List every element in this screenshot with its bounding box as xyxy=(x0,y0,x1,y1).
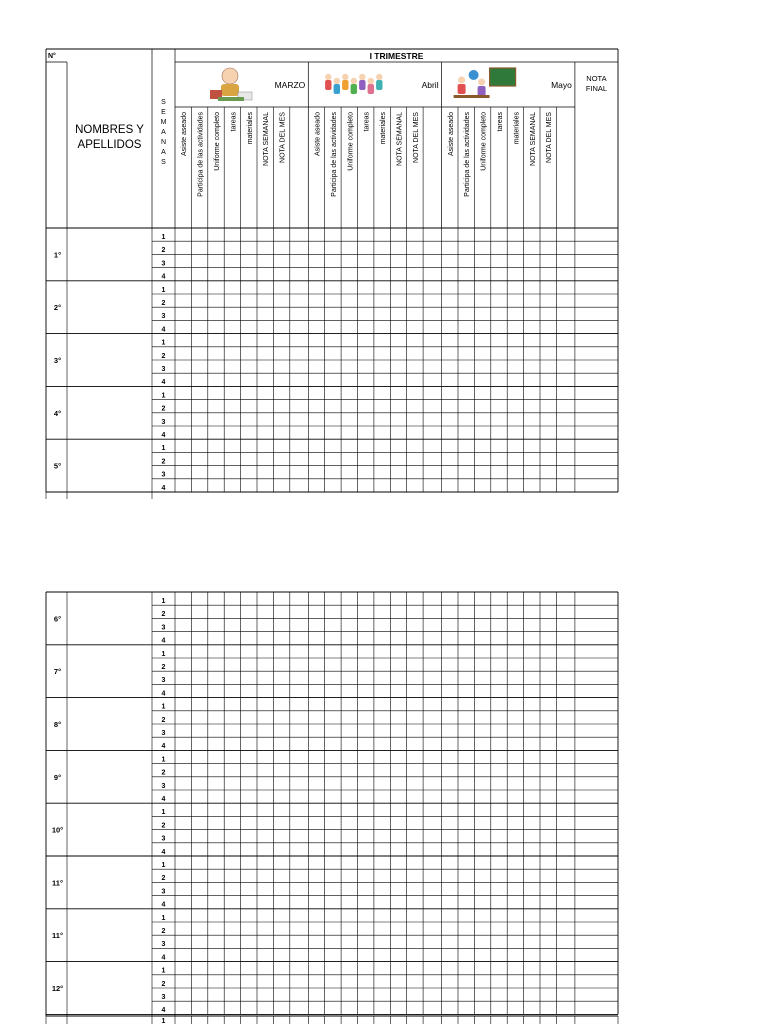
semanas-letter: S xyxy=(161,159,166,166)
week-number: 2 xyxy=(161,611,166,619)
week-number: 4 xyxy=(161,690,166,698)
week-number: 1 xyxy=(161,703,166,711)
week-number: 2 xyxy=(161,664,166,671)
week-number: 2 xyxy=(161,405,166,413)
week-number: 4 xyxy=(161,901,166,909)
week-number: 4 xyxy=(161,432,166,439)
names-header-line2: APELLIDOS xyxy=(77,139,142,151)
week-number: 4 xyxy=(161,273,166,281)
student-number: 9° xyxy=(53,772,62,782)
week-number: 3 xyxy=(161,730,166,737)
week-number: 3 xyxy=(161,260,166,268)
month-label: Mayo xyxy=(551,80,572,90)
week-number: 1 xyxy=(161,339,166,347)
month-label: MARZO xyxy=(274,80,306,90)
week-number: 2 xyxy=(161,716,166,724)
week-number: 4 xyxy=(161,1007,166,1015)
week-number: 2 xyxy=(161,875,166,883)
semanas-letter: N xyxy=(160,139,167,146)
student-number: 4° xyxy=(53,408,62,418)
week-number: 4 xyxy=(161,848,166,856)
criterion-label: NOTA DEL MES xyxy=(412,112,420,163)
week-number: 1 xyxy=(161,598,166,605)
children-group-icon xyxy=(325,74,382,94)
week-number: 3 xyxy=(161,835,166,843)
table-header xyxy=(46,49,618,228)
criterion-label: materiales xyxy=(246,111,254,145)
student-number: 8° xyxy=(53,720,62,729)
student-number: 2° xyxy=(53,303,62,313)
week-number: 1 xyxy=(161,1018,166,1024)
criterion-label: Uniforme completo xyxy=(214,112,221,171)
week-number: 3 xyxy=(161,313,166,321)
criterion-label: Asiste aseado xyxy=(447,112,455,156)
week-number: 3 xyxy=(161,366,166,373)
week-number: 1 xyxy=(161,967,166,975)
week-number: 2 xyxy=(161,352,166,360)
week-number: 4 xyxy=(161,796,166,803)
week-number: 3 xyxy=(161,471,166,479)
student-number: 12° xyxy=(51,984,64,993)
table-section-2 xyxy=(46,592,618,1024)
week-number: 1 xyxy=(161,445,166,453)
week-number: 2 xyxy=(161,458,166,466)
nota-final-line1: NOTA xyxy=(586,74,607,83)
criterion-label: NOTA SEMANAL xyxy=(529,112,537,166)
table-section-1 xyxy=(46,228,618,499)
week-number: 2 xyxy=(161,300,166,307)
week-number: 1 xyxy=(161,234,166,241)
week-number: 4 xyxy=(161,743,166,751)
student-number: 11° xyxy=(52,931,63,941)
week-number: 2 xyxy=(161,822,166,830)
semanas-letter: E xyxy=(161,109,166,116)
week-number: 3 xyxy=(161,941,166,949)
criterion-label: Participa de las actividades xyxy=(464,112,472,197)
criterion-label: materiales xyxy=(380,112,388,145)
week-number: 4 xyxy=(161,484,166,492)
semanas-letter: A xyxy=(161,149,166,156)
week-number: 4 xyxy=(161,637,166,645)
month-label: Abril xyxy=(421,80,439,90)
week-number: 3 xyxy=(161,418,166,426)
children-classroom-icon xyxy=(454,68,516,98)
week-number: 1 xyxy=(161,862,166,869)
child-reading-icon xyxy=(210,68,252,101)
week-number: 1 xyxy=(161,809,166,817)
student-number: 5° xyxy=(53,461,62,471)
criterion-label: NOTA DEL MES xyxy=(546,112,554,163)
semanas-letter: A xyxy=(161,129,166,136)
week-number: 3 xyxy=(161,888,166,896)
student-number: 11° xyxy=(52,878,63,888)
semanas-letter: S xyxy=(161,99,166,106)
criterion-label: NOTA SEMANAL xyxy=(396,112,404,166)
week-number: 3 xyxy=(161,624,166,632)
criterion-label: tareas xyxy=(230,112,238,132)
week-number: 1 xyxy=(161,650,166,658)
week-number: 4 xyxy=(161,954,166,962)
num-header-label: N° xyxy=(48,53,56,60)
semanas-letter: M xyxy=(160,119,167,126)
student-number: 3° xyxy=(53,356,62,365)
week-number: 1 xyxy=(161,286,166,294)
criterion-label: Participa de las actividades xyxy=(330,112,338,197)
criterion-label: NOTA SEMANAL xyxy=(263,112,271,166)
student-number: 7° xyxy=(53,667,62,677)
week-number: 3 xyxy=(161,994,166,1001)
student-number: 6° xyxy=(53,614,62,624)
week-number: 1 xyxy=(161,392,166,400)
criterion-label: Participa de las actividades xyxy=(197,112,205,197)
names-header-line1: NOMBRES Y xyxy=(75,124,144,136)
student-number: 1° xyxy=(53,250,62,260)
criterion-label: Uniforme completo xyxy=(480,111,488,171)
week-number: 3 xyxy=(161,782,166,790)
week-number: 1 xyxy=(161,756,166,764)
criterion-label: Asiste aseado xyxy=(181,112,189,156)
week-number: 2 xyxy=(161,980,166,988)
week-number: 3 xyxy=(161,677,166,685)
week-number: 2 xyxy=(161,928,166,935)
week-number: 4 xyxy=(161,379,166,387)
criterion-label: Uniforme completo xyxy=(347,112,355,171)
nota-final-line2: FINAL xyxy=(585,84,608,93)
criterion-label: materiales xyxy=(513,112,521,145)
week-number: 1 xyxy=(161,914,166,922)
week-number: 2 xyxy=(161,769,166,777)
criterion-label: tareas xyxy=(497,112,504,132)
criterion-label: Asiste aseado xyxy=(314,112,322,156)
criterion-label: tareas xyxy=(363,112,371,132)
criterion-label: NOTA DEL MES xyxy=(279,112,287,163)
week-number: 4 xyxy=(161,326,166,334)
week-number: 2 xyxy=(161,247,166,255)
trimestre-title: I TRIMESTRE xyxy=(369,51,424,61)
student-number: 10° xyxy=(51,825,64,835)
